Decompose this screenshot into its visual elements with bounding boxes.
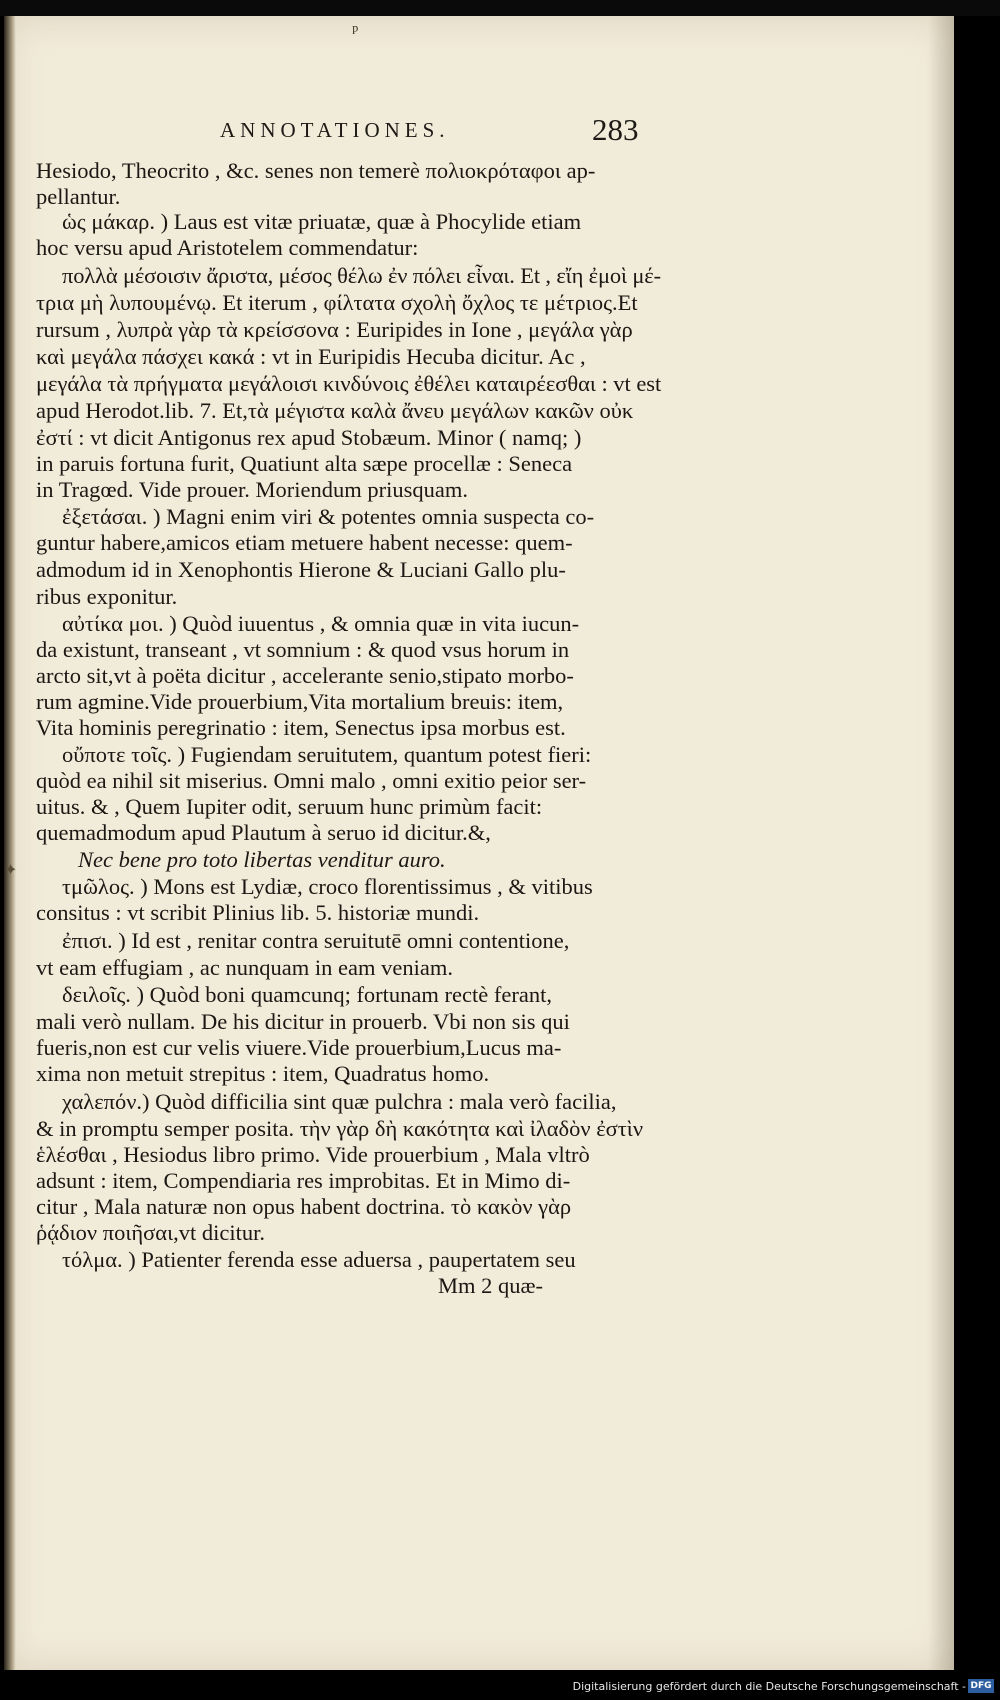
text-line: hoc versu apud Aristotelem commendatur:: [36, 235, 419, 260]
margin-mark: ✦: [4, 862, 18, 879]
text-line: μεγάλα τὰ πρήγματα μεγάλοισι κινδύνοις ἐθέλει καταιρέεσθαι : vt est: [36, 371, 662, 396]
text-line: apud Herodot.lib. 7. Et,τὰ μέγιστα καλὰ ἄνευ μεγάλων κακῶν οὐκ: [36, 398, 634, 423]
text-line: in paruis fortuna furit, Quatiunt alta sæpe procellæ : Seneca: [36, 451, 573, 476]
text-line: guntur habere,amicos etiam metuere habent necesse: quem-: [36, 530, 573, 555]
greek-quote-line: πολλὰ μέσοισιν ἄριστα, μέσος θέλω ἐν πόλει εἶναι. Et , εἴη ἐμοὶ μέ-: [62, 263, 661, 288]
ink-mark: ᵖ: [352, 20, 359, 42]
text-line: δειλοῖς. ) Quòd boni quamcunq; fortunam rectè ferant,: [62, 982, 552, 1007]
footer-credit: Digitalisierung gefördert durch die Deutsche Forschungsgemeinschaft -: [572, 1680, 966, 1693]
text-line: vt eam effugiam , ac nunquam in eam veniam.: [36, 955, 453, 980]
text-line: ἑλέσθαι , Hesiodus libro primo. Vide prouerbium , Mala vltrò: [36, 1142, 590, 1167]
text-line: τόλμα. ) Patienter ferenda esse aduersa , paupertatem seu: [62, 1247, 576, 1272]
text-line: ἐξετάσαι. ) Magni enim viri & potentes omnia suspecta co-: [62, 504, 595, 529]
text-line: adsunt : item, Compendiaria res improbitas. Et in Mimo di-: [36, 1168, 571, 1193]
text-line: ὡς μάκαρ. ) Laus est vitæ priuatæ, quæ à Phocylide etiam: [62, 209, 582, 234]
text-line: καὶ μεγάλα πάσχει κακά : vt in Euripidis Hecuba dicitur. Ac ,: [36, 344, 586, 369]
text-line: consitus : vt scribit Plinius lib. 5. historiæ mundi.: [36, 900, 480, 925]
text-line: uitus. & , Quem Iupiter odit, seruum hunc primùm facit:: [36, 794, 543, 819]
text-line: mali verò nullam. De his dicitur in prouerb. Vbi non sis qui: [36, 1009, 570, 1034]
page-edge-shadow: [928, 16, 954, 1670]
text-line: quòd ea nihil sit miserius. Omni malo , omni exitio peior ser-: [36, 768, 587, 793]
page-number: 283: [592, 112, 639, 147]
text-line: citur , Mala naturæ non opus habent doctrina. τὸ κακὸν γὰρ: [36, 1194, 572, 1219]
text-line: ribus exponitur.: [36, 584, 178, 609]
text-line: pellantur.: [36, 184, 121, 209]
text-line: in Tragœd. Vide prouer. Moriendum priusquam.: [36, 477, 468, 502]
text-line: χαλεπόν.) Quòd difficilia sint quæ pulchra : mala verò facilia,: [62, 1089, 617, 1114]
scan-top-edge: [0, 0, 1000, 16]
dfg-logo: DFG: [968, 1679, 994, 1693]
text-line: xima non metuit strepitus : item, Quadratus homo.: [36, 1061, 490, 1086]
text-line: ἐστί : vt dicit Antigonus rex apud Stobæum. Minor ( namq; ): [36, 425, 582, 450]
text-line: Vita hominis peregrinatio : item, Senectus ipsa morbus est.: [36, 715, 566, 740]
text-line: τρια μὴ λυπουμένῳ. Et iterum , φίλτατα σχολὴ ὄχλος τε μέτριος.Et: [36, 290, 638, 315]
text-line: da existunt, transeant , vt somnium : & quod vsus horum in: [36, 637, 570, 662]
text-line: ἐπισι. ) Id est , renitar contra seruitutē omni contentione,: [62, 928, 570, 953]
running-head: ANNOTATIONES.: [220, 118, 450, 142]
text-line: αὐτίκα μοι. ) Quòd iuuentus , & omnia quæ in vita iucun-: [62, 611, 580, 636]
verse-line: Nec bene pro toto libertas venditur auro.: [78, 847, 446, 872]
text-line: arcto sit,vt à poëta dicitur , accelerante senio,stipato morbo-: [36, 663, 574, 688]
text-line: τμῶλος. ) Mons est Lydiæ, croco florentissimus , & vitibus: [62, 874, 593, 899]
text-line: ῥᾴδιον ποιῆσαι,vt dicitur.: [36, 1220, 265, 1245]
text-line: οὔποτε τοῖς. ) Fugiendam seruitutem, quantum potest fieri:: [62, 742, 592, 767]
text-line: & in promptu semper posita. τὴν γὰρ δὴ κακότητα καὶ ἰλαδὸν ἐστὶν: [36, 1116, 644, 1141]
text-line: rursum , λυπρὰ γὰρ τὰ κρείσσονα : Euripides in Ione , μεγάλα γὰρ: [36, 317, 633, 342]
catchword: Mm 2 quæ-: [438, 1273, 544, 1298]
text-line: admodum id in Xenophontis Hierone & Luciani Gallo plu-: [36, 557, 566, 582]
page-gutter: [4, 16, 16, 1670]
text-line: fueris,non est cur velis viuere.Vide prouerbium,Lucus ma-: [36, 1035, 562, 1060]
text-line: Hesiodo, Theocrito , &c. senes non temerè πολιοκρόταφοι ap-: [36, 158, 596, 183]
text-line: quemadmodum apud Plautum à seruo id dicitur.&,: [36, 820, 491, 845]
text-line: rum agmine.Vide prouerbium,Vita mortalium breuis: item,: [36, 689, 564, 714]
